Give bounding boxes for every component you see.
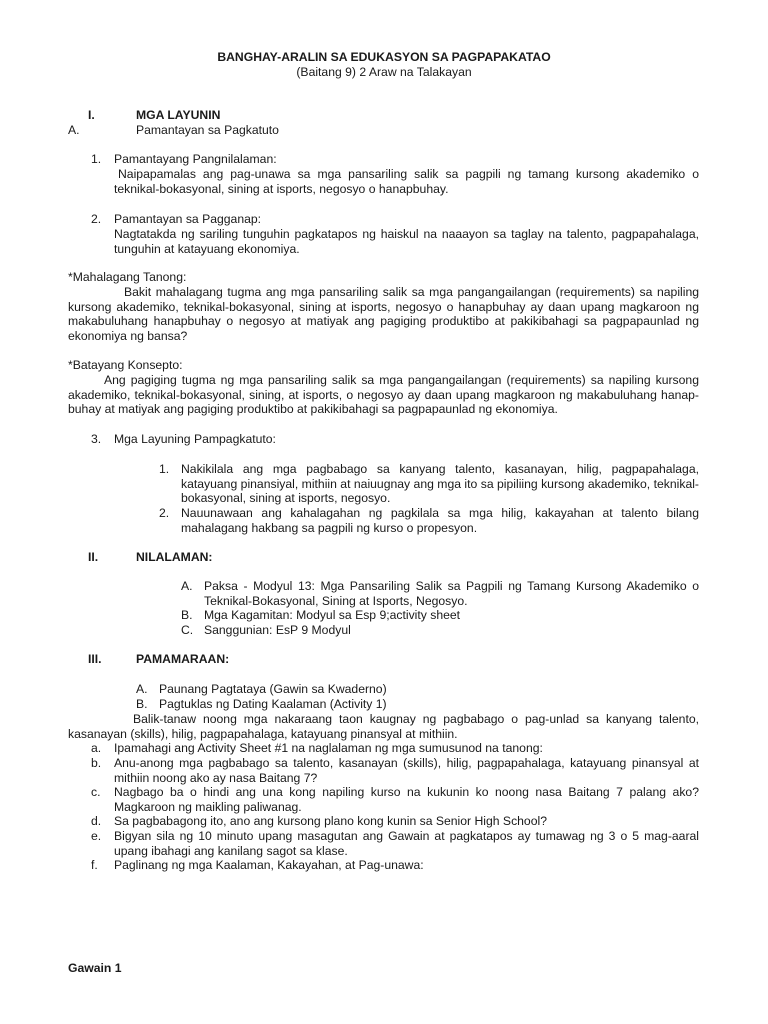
procedure-b-letter: B. [136, 697, 148, 711]
batayang-konsepto-text: Ang pagiging tugma ng mga pansariling salik sa mga pangangailangan (requirements) sa napiling kursong akademiko, teknikal-bokasyonal, sining, at isports, o negosyo ay daan upang magkaroon ng makabuluhang hanap-buhay at matiyak ang pagiging produktibo at pakikibahagi sa pagpapaunlad ng ekonomiya. [68, 373, 699, 416]
procedure-a-letter: A. [136, 682, 148, 696]
objective-2-number: 2. [159, 506, 170, 520]
step-e-letter: e. [91, 829, 102, 843]
section2-numeral: II. [88, 550, 99, 564]
procedure-a-text: Paunang Pagtataya (Gawin sa Kwaderno) [159, 682, 387, 696]
procedure-b-text: Pagtuklas ng Dating Kaalaman (Activity 1) [159, 697, 387, 711]
content-c-text: Sanggunian: EsP 9 Modyul [204, 623, 351, 637]
item-1-number: 1. [91, 152, 102, 166]
step-b-text: Anu-anong mga pagbabago sa talento, kasanayan (skills), hilig, pagpapahalaga, katayuang pinansyal at mithiin noong ako ay nasa Baitang 7? [114, 756, 699, 785]
item-3-number: 3. [91, 432, 102, 446]
step-c-letter: c. [91, 785, 101, 799]
item-2-title: Pamantayan sa Pagganap: [114, 212, 262, 226]
step-d-letter: d. [91, 814, 102, 828]
step-a-letter: a. [91, 741, 102, 755]
mahalagang-tanong-label: *Mahalagang Tanong: [68, 270, 187, 284]
step-f-text: Paglinang ng mga Kaalaman, Kakayahan, at Pag-unawa: [114, 858, 424, 872]
content-b-text: Mga Kagamitan: Modyul sa Esp 9;activity sheet [204, 608, 461, 622]
item-2-text: Nagtatakda ng sariling tunguhin pagkatapos ng haiskul na naaayon sa taglay na talento, pagpapahalaga, tunguhin at katayuang ekonomiya. [114, 227, 699, 256]
content-c-letter: C. [181, 623, 194, 637]
item-1-text: Naipapamalas ang pag-unawa sa mga pansariling salik sa pagpili ng tamang kursong akademiko o teknikal-bokasyonal, sining at isports, negosyo o hanapbuhay. [114, 167, 699, 196]
section1-sub-heading: Pamantayan sa Pagkatuto [136, 123, 279, 137]
step-b-letter: b. [91, 756, 102, 770]
document-subtitle: (Baitang 9) 2 Araw na Talakayan [296, 65, 472, 79]
step-e-text: Bigyan sila ng 10 minuto upang masagutan ang Gawain at pagkatapos ay tumawag ng 3 o 5 mag-aaral upang ibahagi ang kanilang sagot sa klase. [114, 829, 699, 858]
content-b-letter: B. [181, 608, 193, 622]
batayang-konsepto-label: *Batayang Konsepto: [68, 358, 183, 372]
section1-heading: MGA LAYUNIN [136, 108, 221, 122]
objective-2-text: Nauunawaan ang kahalagahan ng pagkilala sa mga hilig, kakayahan at talento bilang mahalagang hakbang sa pagpili ng kurso o propesyon. [181, 506, 699, 535]
section3-numeral: III. [88, 652, 102, 666]
section2-heading: NILALAMAN: [136, 550, 213, 564]
content-a-text: Paksa - Modyul 13: Mga Pansariling Salik sa Pagpili ng Tamang Kursong Akademiko o Teknikal-Bokasyonal, Sining at Isports, Negosyo. [204, 579, 699, 608]
section3-heading: PAMAMARAAN: [136, 652, 230, 666]
step-f-letter: f. [91, 858, 98, 872]
mahalagang-tanong-text: Bakit mahalagang tugma ang mga pansariling salik sa mga pangangailangan (requirements) sa napiling kursong akademiko, teknikal-bokasyonal, sining at isports, negosyo o hanapbuhay ay daan upang magkaroon ng makabuluhang hanapbuhay o negosyo at matiyak ang pagiging produktibo at pakikibahagi sa pagpapaunlad ng ekonomiya ng bansa? [68, 285, 699, 343]
objective-1-number: 1. [159, 462, 170, 476]
gawain-heading: Gawain 1 [68, 961, 122, 975]
step-a-text: Ipamahagi ang Activity Sheet #1 na naglalaman ng mga sumusunod na tanong: [114, 741, 543, 755]
section1-numeral: I. [88, 108, 95, 122]
document-title: BANGHAY-ARALIN SA EDUKASYON SA PAGPAPAKATAO [217, 50, 551, 64]
objective-1-text: Nakikilala ang mga pagbabago sa kanyang talento, kasanayan, hilig, pagpapahalaga, katayuang pinansiyal, mithiin at naiuugnay ang mga ito sa pipiliing kursong akademiko, teknikal-bokasyonal, sining at isports, negosyo. [181, 462, 699, 505]
step-c-text: Nagbago ba o hindi ang una kong napiling kurso na kukunin ko noong nasa Baitang 7 palang ako? Magkaroon ng maikling paliwanag. [114, 785, 699, 814]
balik-tanaw-paragraph: Balik-tanaw noong mga nakaraang taon kaugnay ng pagbabago o pag-unlad sa kanyang talento, kasanayan (skills), hilig, pagpapahalaga, katayuang pinansyal at mithiin. [68, 712, 699, 741]
item-1-title: Pamantayang Pangnilalaman: [114, 152, 277, 166]
item-2-number: 2. [91, 212, 102, 226]
section1-sub-letter: A. [68, 123, 80, 137]
content-a-letter: A. [181, 579, 193, 593]
item-3-title: Mga Layuning Pampagkatuto: [114, 432, 276, 446]
step-d-text: Sa pagbabagong ito, ano ang kursong plano kong kunin sa Senior High School? [114, 814, 547, 828]
